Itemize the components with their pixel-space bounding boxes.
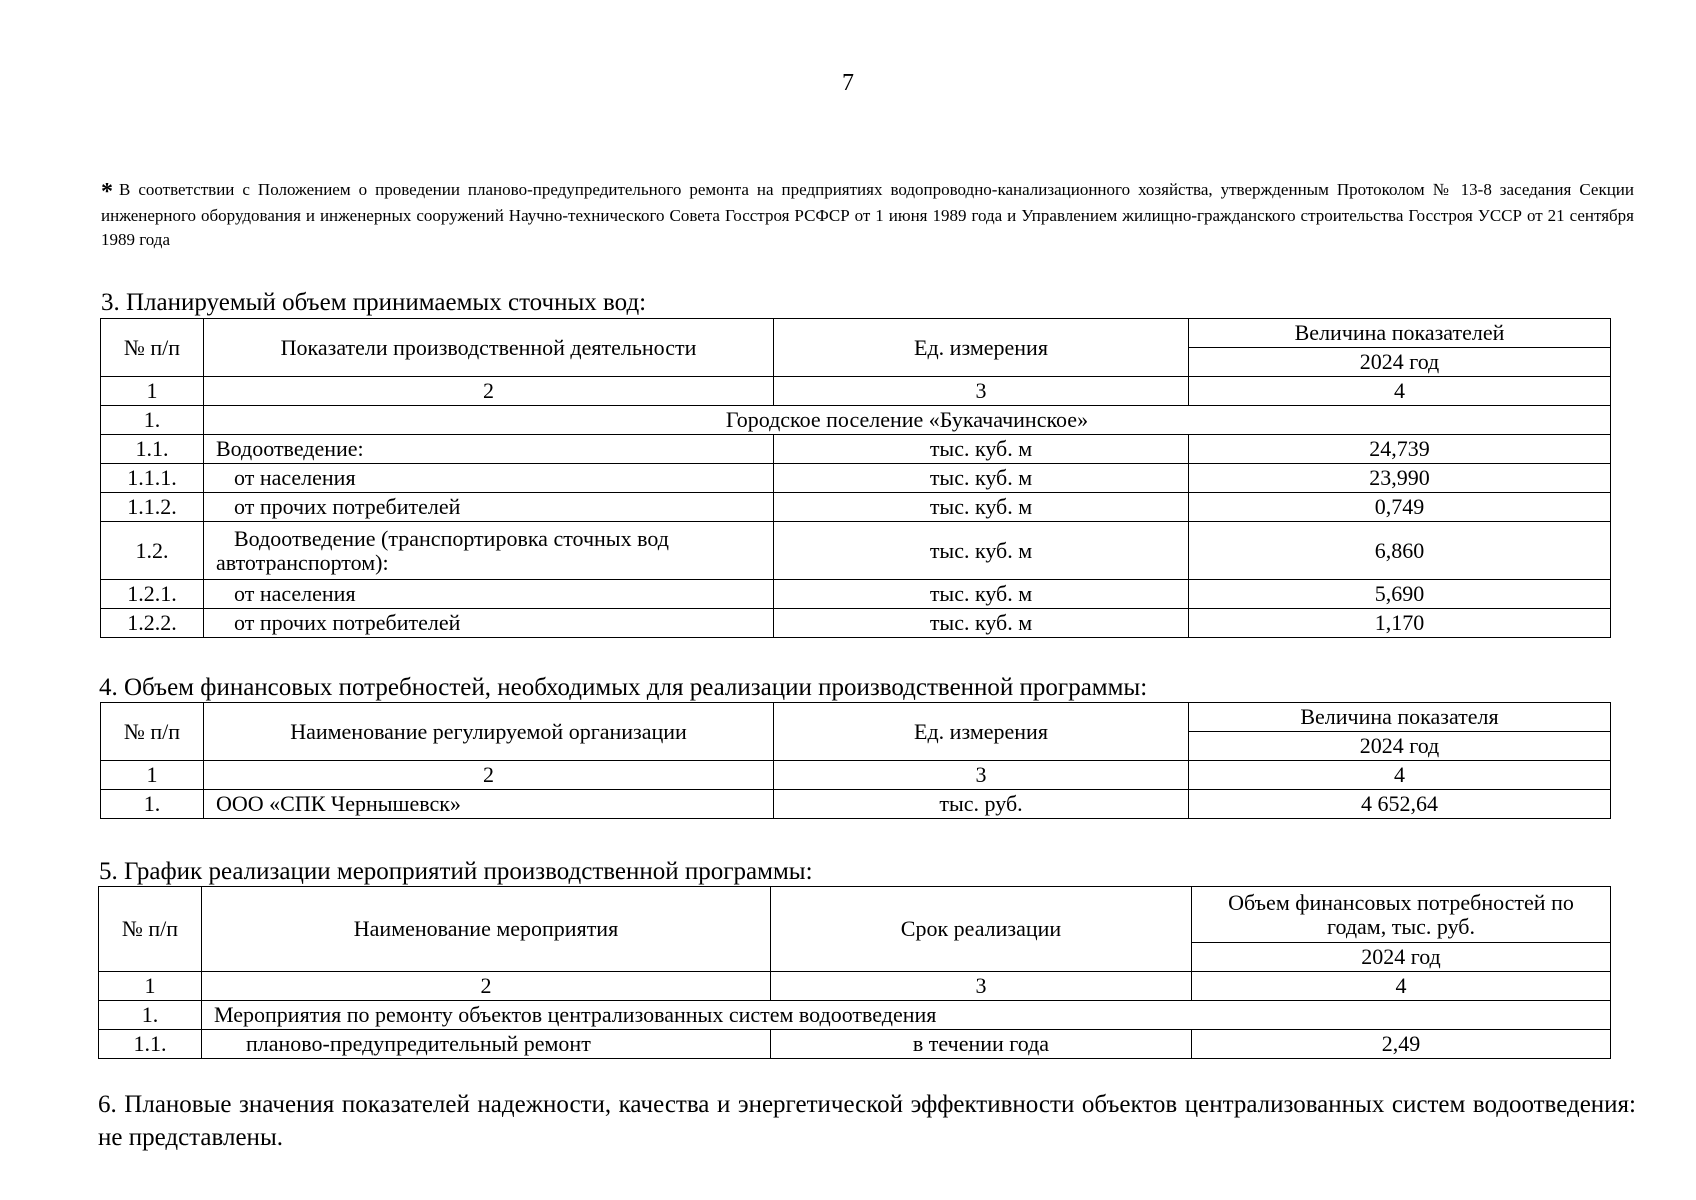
header-year: 2024 год [1192, 943, 1611, 972]
row-unit: тыс. куб. м [774, 435, 1189, 464]
row-name: от населения [204, 464, 774, 493]
header-term: Срок реализации [771, 887, 1192, 972]
row-unit: тыс. куб. м [774, 493, 1189, 522]
header-value-group: Величина показателя [1189, 703, 1611, 732]
column-number: 2 [204, 377, 774, 406]
row-name: от населения [204, 580, 774, 609]
row-num: 1. [101, 790, 204, 819]
table-row [101, 580, 1611, 609]
row-name: от прочих потребителей [204, 493, 774, 522]
group-row [99, 1001, 1611, 1030]
row-name-line: автотранспортом): [216, 549, 389, 575]
header-indicator: Показатели производственной деятельности [204, 319, 774, 377]
row-num: 1.2.1. [101, 580, 204, 609]
row-value: 1,170 [1189, 609, 1611, 638]
table-header-row [101, 703, 1611, 732]
row-num: 1.1.2. [101, 493, 204, 522]
row-unit: тыс. куб. м [774, 522, 1189, 580]
table-row [101, 609, 1611, 638]
header-unit: Ед. измерения [774, 703, 1189, 761]
table-row [101, 464, 1611, 493]
header-value-group: Величина показателей [1189, 319, 1611, 348]
section-4-title: 4. Объем финансовых потребностей, необходимых для реализации производственной программы: [99, 674, 1148, 701]
row-name: Водоотведение: [204, 435, 774, 464]
header-unit: Ед. измерения [774, 319, 1189, 377]
footnote-text: В соответствии с Положением о проведении планово-предупредительного ремонта на предприятиях водопроводно-канализационного хозяйства, утвержденным Протоколом № 13-8 заседания Секции инженерного оборудования и инженерных сооружений Научно-технического Совета Госстроя РСФСР от 1 июня 1989 года и Управлением жилищно-гражданского строительства Госстроя УССР от 21 сентября 1989 года [101, 180, 1634, 249]
column-number: 1 [101, 761, 204, 790]
group-name: Мероприятия по ремонту объектов централизованных систем водоотведения [202, 1001, 1611, 1030]
header-activity: Наименование мероприятия [202, 887, 771, 972]
column-number: 3 [774, 377, 1189, 406]
group-name: Городское поселение «Букачачинское» [204, 406, 1611, 435]
footnote [101, 178, 1634, 252]
section-5-title: 5. График реализации мероприятий производственной программы: [99, 858, 813, 885]
column-number: 3 [771, 972, 1192, 1001]
column-number-row [101, 761, 1611, 790]
group-row [101, 406, 1611, 435]
table-row [101, 493, 1611, 522]
table-row [99, 1030, 1611, 1059]
column-number: 2 [202, 972, 771, 1001]
row-num: 1.1. [99, 1030, 202, 1059]
table-row [101, 790, 1611, 819]
row-value: 24,739 [1189, 435, 1611, 464]
row-num: 1. [101, 406, 204, 435]
header-year: 2024 год [1189, 732, 1611, 761]
table-header-row [101, 319, 1611, 348]
column-number: 1 [101, 377, 204, 406]
wastewater-volume-table [100, 318, 1611, 638]
row-value: 0,749 [1189, 493, 1611, 522]
row-unit: тыс. куб. м [774, 580, 1189, 609]
row-num: 1. [99, 1001, 202, 1030]
header-num: № п/п [101, 703, 204, 761]
column-number-row [101, 377, 1611, 406]
row-value: 2,49 [1192, 1030, 1611, 1059]
header-year: 2024 год [1189, 348, 1611, 377]
column-number: 3 [774, 761, 1189, 790]
schedule-table [98, 886, 1611, 1059]
column-number: 4 [1189, 761, 1611, 790]
table-header-row [99, 887, 1611, 943]
column-number: 2 [204, 761, 774, 790]
section-3-title: 3. Планируемый объем принимаемых сточных вод: [101, 289, 647, 316]
section-6-text: 6. Плановые значения показателей надежности, качества и энергетической эффективности объектов централизованных систем водоотведения: не представлены. [98, 1091, 1636, 1151]
column-number: 1 [99, 972, 202, 1001]
row-num: 1.1.1. [101, 464, 204, 493]
row-num: 1.2.2. [101, 609, 204, 638]
row-name: ООО «СПК Чернышевск» [204, 790, 774, 819]
row-value: 6,860 [1189, 522, 1611, 580]
page-number: 7 [842, 70, 854, 96]
row-value: 23,990 [1189, 464, 1611, 493]
row-num: 1.1. [101, 435, 204, 464]
header-num: № п/п [99, 887, 202, 972]
row-name: планово-предупредительный ремонт [202, 1030, 771, 1059]
column-number-row [99, 972, 1611, 1001]
row-value: 4 652,64 [1189, 790, 1611, 819]
table-row [101, 435, 1611, 464]
row-term: в течении года [771, 1030, 1192, 1059]
row-name-line: Водоотведение (транспортировка сточных вод [234, 525, 669, 551]
row-name [204, 522, 774, 580]
row-value: 5,690 [1189, 580, 1611, 609]
row-unit: тыс. куб. м [774, 609, 1189, 638]
table-row [101, 522, 1611, 580]
row-unit: тыс. руб. [774, 790, 1189, 819]
row-name: от прочих потребителей [204, 609, 774, 638]
header-num: № п/п [101, 319, 204, 377]
financial-needs-table [100, 702, 1611, 819]
footnote-mark: * [101, 179, 113, 205]
header-finance-group: Объем финансовых потребностей по годам, тыс. руб. [1192, 887, 1611, 943]
header-organization: Наименование регулируемой организации [204, 703, 774, 761]
row-num: 1.2. [101, 522, 204, 580]
column-number: 4 [1189, 377, 1611, 406]
column-number: 4 [1192, 972, 1611, 1001]
row-unit: тыс. куб. м [774, 464, 1189, 493]
